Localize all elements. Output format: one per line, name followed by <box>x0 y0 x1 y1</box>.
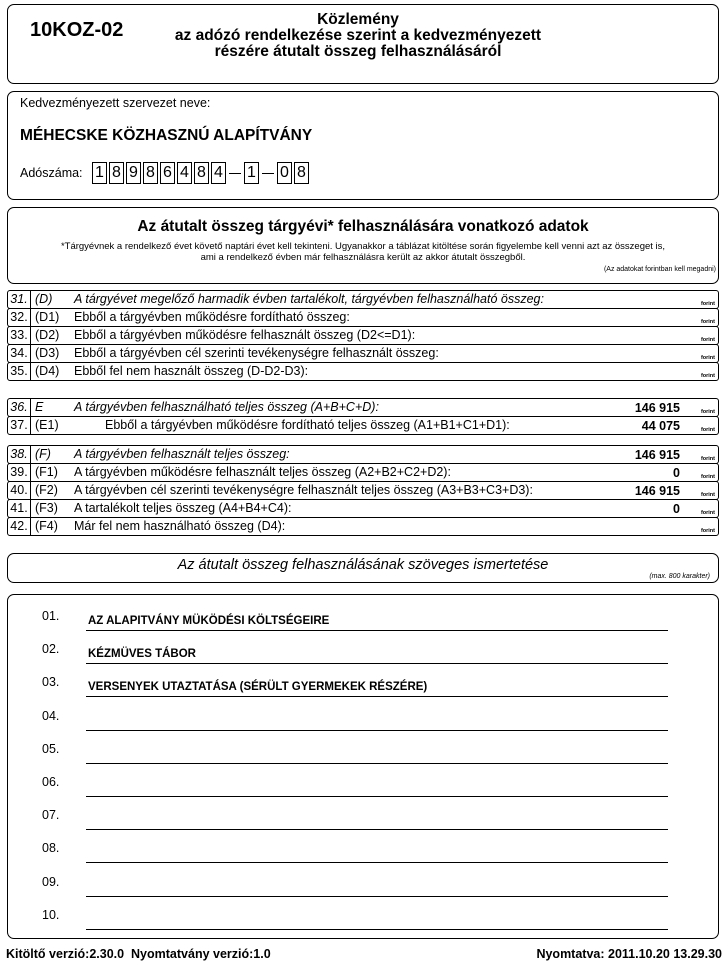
tax-number-part1 <box>92 164 228 181</box>
description-line[interactable] <box>42 808 668 828</box>
org-name-label: Kedvezményezett szervezet neve: <box>20 96 211 110</box>
description-line[interactable] <box>42 841 668 861</box>
row-value[interactable]: 146 915 <box>634 484 680 498</box>
header-box <box>7 4 719 84</box>
row-unit: forint <box>700 409 715 415</box>
tax-digit: 0 <box>277 162 292 184</box>
line-number: 08. <box>42 841 60 856</box>
row-unit: forint <box>700 474 715 480</box>
line-underline <box>86 929 668 930</box>
row-label: Ebből a tárgyévben működésre fordítható összeg: <box>74 310 350 324</box>
section-note-line1: *Tárgyévnek a rendelkező évet követő naptári évet kell tekinteni. Ugyanakkor a táblázat kitöltése során figyelembe kell venni azt az összeget is, <box>60 241 666 252</box>
tax-digit: 4 <box>177 162 192 184</box>
row-number: 35. <box>8 363 31 380</box>
description-line[interactable] <box>42 875 668 895</box>
row-value[interactable]: 146 915 <box>634 401 680 415</box>
row-number: 37. <box>8 417 31 434</box>
row-number: 38. <box>8 446 31 463</box>
description-line[interactable] <box>42 675 668 695</box>
line-text: VERSENYEK UTAZTATÁSA (SÉRÜLT GYERMEKEK RÉSZÉRE) <box>88 681 428 694</box>
form-title-line1: Közlemény <box>317 11 399 28</box>
row-unit: forint <box>700 337 715 343</box>
line-text: AZ ALAPITVÁNY MÜKÖDÉSI KÖLTSÉGEIRE <box>88 615 330 627</box>
version-info: Kitöltő verzió:2.30.0 Nyomtatvány verzió:1.0 <box>6 947 271 961</box>
table-row <box>7 445 719 464</box>
organization-box <box>7 91 719 200</box>
org-name: MÉHECSKE KÖZHASZNÚ ALAPÍTVÁNY <box>20 127 313 144</box>
description-title-box <box>7 553 719 583</box>
tax-number-part2 <box>244 164 261 181</box>
description-line[interactable] <box>42 709 668 729</box>
tax-digit: 6 <box>160 162 175 184</box>
row-label: A tárgyévben felhasznált teljes összeg: <box>74 447 290 461</box>
row-number: 41. <box>8 500 31 517</box>
row-number: 31. <box>8 291 31 308</box>
line-number: 06. <box>42 775 60 789</box>
row-number: 33. <box>8 327 31 344</box>
row-unit: forint <box>700 373 715 379</box>
row-number: 40. <box>8 482 31 499</box>
line-underline <box>86 730 668 731</box>
row-value[interactable]: 44 075 <box>641 419 680 433</box>
form-title-line3: részére átutalt összeg felhasználásáról <box>214 43 502 60</box>
tax-digit: 9 <box>126 162 141 184</box>
table-row <box>7 463 719 482</box>
row-label: A tárgyévben működésre felhasznált teljes összeg (A2+B2+C2+D2): <box>74 465 451 479</box>
description-line[interactable] <box>42 908 668 928</box>
table-row <box>7 308 719 327</box>
line-number: 04. <box>42 708 60 723</box>
line-underline <box>86 630 668 631</box>
table-row <box>7 326 719 345</box>
row-unit: forint <box>700 492 715 498</box>
table-row <box>7 499 719 518</box>
row-number: 42. <box>8 518 31 535</box>
form-title-line2: az adózó rendelkezése szerint a kedvezményezett <box>174 27 542 44</box>
row-label: A tartalékolt teljes összeg (A4+B4+C4): <box>74 501 292 515</box>
row-code: (D1) <box>35 310 60 324</box>
row-label: Ebből fel nem használt összeg (D-D2-D3): <box>74 364 309 378</box>
row-value[interactable]: 146 915 <box>634 448 680 462</box>
row-number: 39. <box>8 464 31 481</box>
line-underline <box>86 696 668 697</box>
line-text: KÉZMÜVES TÁBOR <box>88 648 196 661</box>
description-line[interactable] <box>42 642 668 662</box>
section-note-line2: ami a rendelkező évben már felhasználásra került az akkor átutalt összegből. <box>200 252 526 263</box>
line-number: 03. <box>42 675 60 690</box>
line-underline <box>86 763 668 764</box>
row-label: Már fel nem használható összeg (D4): <box>74 519 286 533</box>
form-title <box>148 12 568 60</box>
row-value[interactable]: 0 <box>673 466 680 480</box>
line-number: 09. <box>42 874 60 889</box>
print-timestamp: Nyomtatva: 2011.10.20 13.29.30 <box>536 947 722 961</box>
line-underline <box>86 796 668 797</box>
section-title: Az átutalt összeg tárgyévi* felhasználására vonatkozó adatok <box>137 218 589 235</box>
row-code: (D) <box>35 292 53 306</box>
row-label: Ebből a tárgyévben működésre fordítható teljes összeg (A1+B1+C1+D1): <box>105 418 510 432</box>
line-underline <box>86 829 668 830</box>
description-title: Az átutalt összeg felhasználásának szöveges ismertetése <box>177 557 549 573</box>
table-row <box>7 290 719 309</box>
line-number: 10. <box>42 907 60 922</box>
row-unit: forint <box>700 510 715 516</box>
row-code: (E1) <box>35 418 59 432</box>
section-note <box>8 241 718 263</box>
row-code: (F1) <box>35 465 58 479</box>
table-row <box>7 362 719 381</box>
row-value[interactable]: 0 <box>673 502 680 516</box>
row-unit: forint <box>700 301 715 307</box>
tax-dash <box>262 173 274 174</box>
description-box <box>7 594 719 939</box>
description-line[interactable] <box>42 775 668 795</box>
table-row <box>7 398 719 417</box>
row-unit: forint <box>700 528 715 534</box>
table-row <box>7 517 719 536</box>
row-code: E <box>35 400 44 414</box>
row-number: 32. <box>8 309 31 326</box>
tax-number-part3 <box>277 164 311 181</box>
line-number: 07. <box>42 808 60 823</box>
row-label: A tárgyévben felhasználható teljes összeg (A+B+C+D): <box>74 400 379 414</box>
form-code: 10KOZ-02 <box>30 19 124 41</box>
row-number: 36. <box>8 399 31 416</box>
row-code: (F3) <box>35 501 58 515</box>
tax-number-field[interactable] <box>92 162 311 184</box>
line-number: 05. <box>42 741 60 756</box>
row-label: A tárgyévet megelőző harmadik évben tartalékolt, tárgyévben felhasználható összeg: <box>74 292 544 306</box>
tax-dash <box>229 173 241 174</box>
row-number: 34. <box>8 345 31 362</box>
row-unit: forint <box>700 456 715 462</box>
tax-digit: 4 <box>211 162 226 184</box>
line-underline <box>86 663 668 664</box>
tax-digit: 8 <box>143 162 158 184</box>
table-row <box>7 416 719 435</box>
row-unit: forint <box>700 319 715 325</box>
max-characters-note: (max. 800 karakter) <box>649 573 710 580</box>
description-line[interactable] <box>42 742 668 762</box>
units-note: (Az adatokat forintban kell megadni) <box>603 266 716 273</box>
section-header-box <box>7 207 719 284</box>
line-underline <box>86 896 668 897</box>
table-row <box>7 344 719 363</box>
row-code: (F) <box>35 447 51 461</box>
row-label: Ebből a tárgyévben működésre felhasznált összeg (D2<=D1): <box>74 328 416 342</box>
row-code: (D2) <box>35 328 60 342</box>
tax-digit: 1 <box>92 162 107 184</box>
tax-digit: 8 <box>194 162 209 184</box>
row-label: Ebből a tárgyévben cél szerinti tevékenységre felhasznált összeg: <box>74 346 439 360</box>
tax-digit: 8 <box>109 162 124 184</box>
tax-number-label: Adószáma: <box>20 166 83 180</box>
line-number: 02. <box>42 642 60 657</box>
tax-digit: 1 <box>244 162 259 184</box>
line-number: 01. <box>42 609 60 623</box>
row-unit: forint <box>700 355 715 361</box>
row-code: (F2) <box>35 483 58 497</box>
row-code: (F4) <box>35 519 58 533</box>
row-unit: forint <box>700 427 715 433</box>
table-row <box>7 481 719 500</box>
row-label: A tárgyévben cél szerinti tevékenységre felhasznált teljes összeg (A3+B3+C3+D3): <box>74 483 533 497</box>
line-underline <box>86 862 668 863</box>
description-line[interactable] <box>42 609 668 629</box>
row-code: (D3) <box>35 346 60 360</box>
tax-digit: 8 <box>294 162 309 184</box>
row-code: (D4) <box>35 364 60 378</box>
